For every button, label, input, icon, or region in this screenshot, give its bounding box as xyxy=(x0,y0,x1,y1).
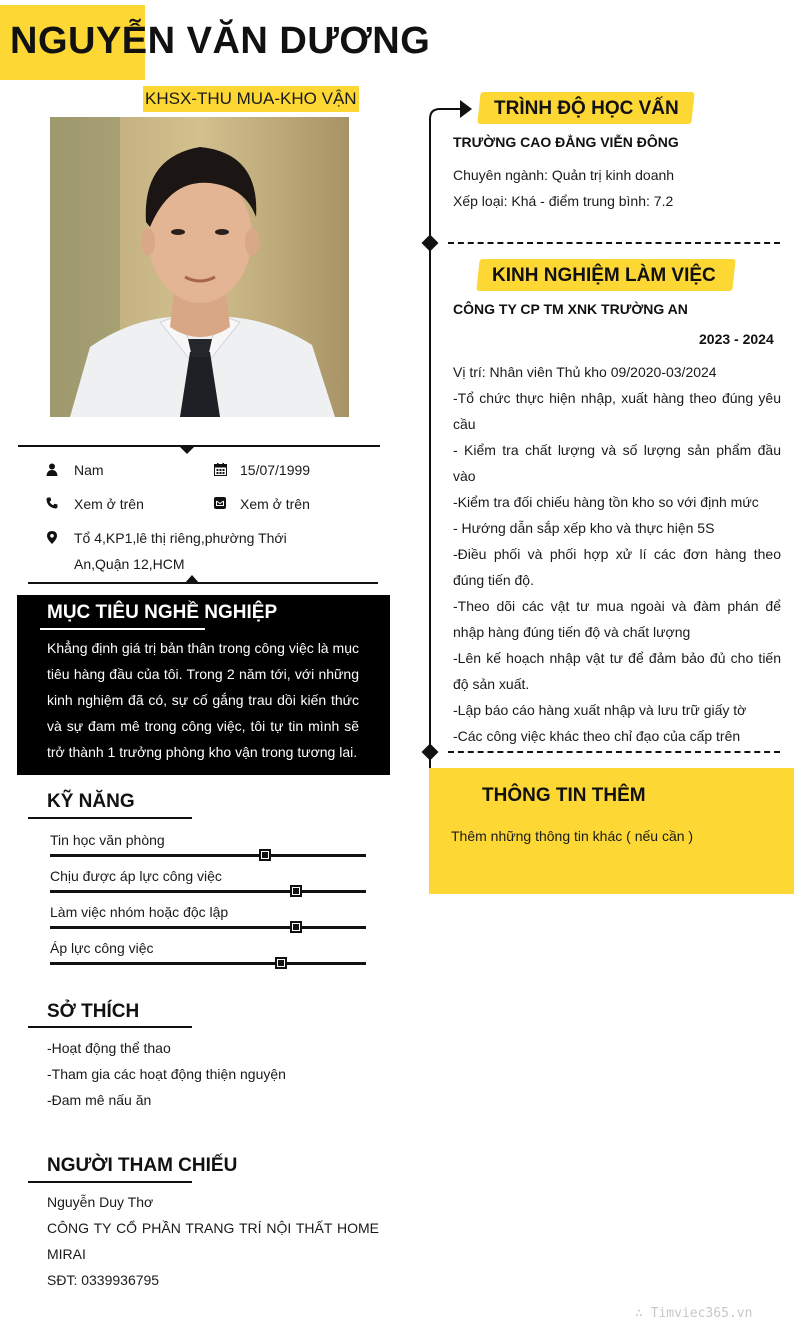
skill-bar xyxy=(50,854,366,857)
education-school: TRƯỜNG CAO ĐẲNG VIỄN ĐÔNG xyxy=(453,134,679,150)
section-dashed-divider xyxy=(448,242,780,244)
objective-title: MỤC TIÊU NGHỀ NGHIỆP xyxy=(47,602,278,623)
skill-bar xyxy=(50,890,366,893)
experience-line: -Kiểm tra đối chiếu hàng tồn kho so với định mức xyxy=(453,494,759,510)
divider-arrow-down xyxy=(180,447,194,454)
experience-line: - Kiểm tra chất lượng và số lượng sản phẩm đầu vào xyxy=(453,442,781,484)
candidate-name: NGUYỄN VĂN DƯƠNG xyxy=(10,20,431,62)
hobby-item: -Đam mê nấu ăn xyxy=(47,1092,152,1108)
dob-value: 15/07/1999 xyxy=(240,462,311,478)
experience-line: -Lập báo cáo hàng xuất nhập và lưu trữ giấy tờ xyxy=(453,702,747,718)
phone-value: Xem ở trên xyxy=(74,496,144,512)
objective-underline xyxy=(40,628,205,630)
email-value: Xem ở trên xyxy=(240,496,310,512)
experience-line: -Theo dõi các vật tư mua ngoài và đàm phán để nhập hàng đúng tiến độ và chất lượng xyxy=(453,598,781,640)
objective-text: Khẳng định giá trị bản thân trong công việc là mục tiêu hàng đầu của tôi. Trong 2 năm tới, với những kinh nghiệm đã có, sự cố gắng trau dồi kiến thức và sự đam mê trong công việc, tôi tự tin mình sẽ trở thành 1 trưởng phòng kho vận trong tương lai. xyxy=(47,640,359,760)
education-title: TRÌNH ĐỘ HỌC VẤN xyxy=(494,98,679,119)
hobbies-title: SỞ THÍCH xyxy=(47,1001,140,1022)
experience-line: Vị trí: Nhân viên Thủ kho 09/2020-03/2024 xyxy=(453,364,717,380)
references-title: NGƯỜI THAM CHIẾU xyxy=(47,1155,238,1176)
skill-bar xyxy=(50,926,366,929)
watermark-text: ∴ Timviec365.vn xyxy=(635,1306,753,1321)
experience-line: -Các công việc khác theo chỉ đạo của cấp trên xyxy=(453,728,741,744)
skill-label: Tin học văn phòng xyxy=(50,832,165,848)
reference-company: CÔNG TY CỔ PHẦN TRANG TRÍ NỘI THẤT HOME MIRAI xyxy=(47,1220,379,1262)
extra-info-text: Thêm những thông tin khác ( nếu cần ) xyxy=(451,828,694,844)
skills-underline xyxy=(28,817,192,819)
location-icon xyxy=(45,530,59,544)
address-value: Tổ 4,KP1,lê thị riêng,phường Thới An,Quận 12,HCM xyxy=(74,530,287,572)
skill-label: Áp lực công việc xyxy=(50,940,154,956)
skill-label: Chịu được áp lực công việc xyxy=(50,868,222,884)
calendar-icon xyxy=(213,462,227,476)
extra-info-title: THÔNG TIN THÊM xyxy=(482,785,646,806)
phone-icon xyxy=(45,496,59,510)
reference-name: Nguyễn Duy Thơ xyxy=(47,1194,154,1210)
experience-line: - Hướng dẫn sắp xếp kho và thực hiện 5S xyxy=(453,520,715,536)
skill-level-marker xyxy=(290,885,302,897)
reference-phone: SĐT: 0339936795 xyxy=(47,1272,160,1288)
skill-level-marker xyxy=(290,921,302,933)
experience-details xyxy=(453,359,781,749)
skill-level-marker xyxy=(275,957,287,969)
experience-period: 2023 - 2024 xyxy=(699,331,774,347)
skill-label: Làm việc nhóm hoặc độc lập xyxy=(50,904,229,920)
skills-title: KỸ NĂNG xyxy=(47,791,135,812)
profile-photo xyxy=(50,117,349,417)
gender-value: Nam xyxy=(74,462,104,478)
experience-company: CÔNG TY CP TM XNK TRƯỜNG AN xyxy=(453,301,688,317)
hobbies-underline xyxy=(28,1026,192,1028)
user-icon xyxy=(45,462,59,476)
references-underline xyxy=(28,1181,192,1183)
info-bottom-divider xyxy=(28,582,378,584)
info-top-divider xyxy=(18,445,380,447)
email-icon xyxy=(213,496,227,510)
experience-title: KINH NGHIỆM LÀM VIỆC xyxy=(492,265,716,286)
hobby-item: -Hoạt động thể thao xyxy=(47,1040,171,1056)
section-dashed-divider xyxy=(448,751,780,753)
experience-line: -Lên kế hoạch nhập vật tư để đảm bảo đủ cho tiến độ sản xuất. xyxy=(453,650,781,692)
experience-line: -Tổ chức thực hiện nhập, xuất hàng theo đúng yêu cầu xyxy=(453,390,781,432)
education-major: Chuyên ngành: Quản trị kinh doanh xyxy=(453,167,675,183)
education-grade: Xếp loại: Khá - điểm trung bình: 7.2 xyxy=(453,193,674,209)
objective-section xyxy=(17,595,390,775)
skill-bar xyxy=(50,962,366,965)
experience-line: -Điều phối và phối hợp xử lí các đơn hàng theo đúng tiến độ. xyxy=(453,546,781,588)
hobby-item: -Tham gia các hoạt động thiện nguyện xyxy=(47,1066,286,1082)
desired-position: KHSX-THU MUA-KHO VẬN xyxy=(143,86,359,112)
skill-level-marker xyxy=(259,849,271,861)
